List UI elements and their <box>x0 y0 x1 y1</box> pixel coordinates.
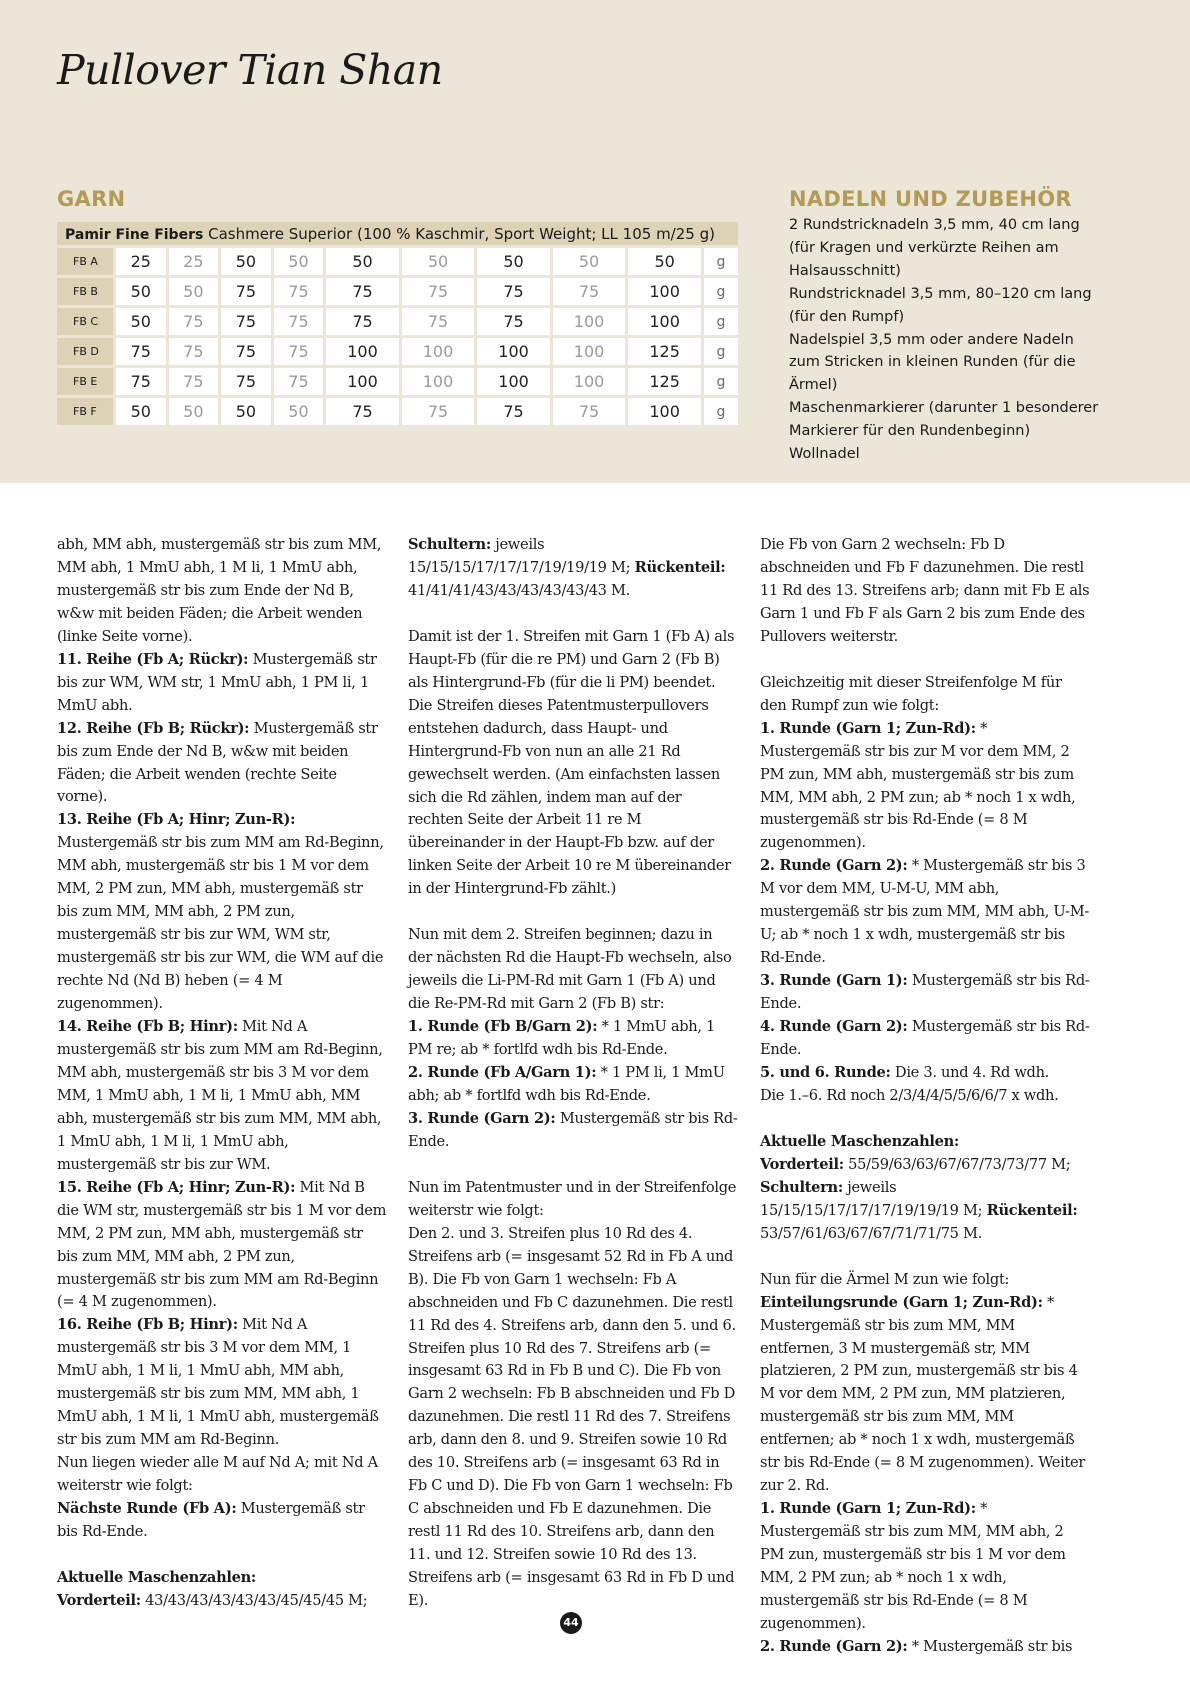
instruction-text: 41/41/41/43/43/43/43/43/43 M. <box>408 581 630 599</box>
instruction-text: Mustergemäß str bis Rd-Ende. <box>760 1018 1090 1059</box>
instruction-paragraph <box>760 1636 1090 1659</box>
yarn-row-label: FB F <box>57 398 116 425</box>
yarn-description <box>57 222 738 245</box>
yarn-amount-cell: 50 <box>116 278 169 305</box>
instruction-label: Rückenteil: <box>634 558 726 576</box>
yarn-row-label: FB C <box>57 308 116 335</box>
paragraph-gap <box>760 649 1090 672</box>
instruction-text: * Mustergemäß str bis <box>907 1637 1073 1655</box>
instruction-paragraph <box>57 534 387 649</box>
instruction-text: Nun mit dem 2. Streifen beginnen; dazu in der nächsten Rd die Haupt-Fb wechseln, also jeweils die Li-PM-Rd mit Garn 1 (Fb A) und die Re-PM-Rd mit Garn 2 (Fb B) str: <box>408 926 732 1013</box>
instruction-paragraph <box>408 924 738 1016</box>
instruction-text: * 1 MmU abh, 1 PM re; ab * fortlfd wdh bis Rd-Ende. <box>408 1018 716 1059</box>
yarn-amount-cell: 75 <box>169 338 222 365</box>
instruction-label: 3. Runde (Garn 2): <box>408 1109 556 1127</box>
yarn-row-label: FB D <box>57 338 116 365</box>
text-column-2 <box>408 534 738 1613</box>
yarn-amount-cell: 50 <box>628 248 704 275</box>
instruction-text: * Mustergemäß str bis zum MM, MM abh, 2 PM zun, mustergemäß str bis 1 M vor dem MM, 2 PM zun; ab * noch 1 x wdh, mustergemäß str bis Rd-Ende (= 8 M zugenommen). <box>760 1500 1066 1632</box>
instruction-text: Mustergemäß str bis zur WM, WM str, 1 MmU abh, 1 PM li, 1 MmU abh. <box>57 650 377 714</box>
yarn-amount-cell: 100 <box>402 338 478 365</box>
instruction-paragraph <box>760 1498 1090 1636</box>
yarn-amount-cell: 100 <box>326 338 402 365</box>
instruction-paragraph <box>408 1177 738 1223</box>
paragraph-gap <box>408 603 738 626</box>
instruction-paragraph <box>57 1177 387 1315</box>
instruction-text: Die Fb von Garn 2 wechseln: Fb D abschneiden und Fb F dazunehmen. Die restl 11 Rd des 13. Streifens arb; dann mit Fb E als Garn 1 und Fb F als Garn 2 bis zum Ende des Pullovers weiterstr. <box>760 536 1090 645</box>
nadeln-item: 2 Rundstricknadeln 3,5 mm, 40 cm lang (für Kragen und verkürzte Reihen am Halsausschnitt) <box>789 217 1080 279</box>
instruction-label: 3. Runde (Garn 1): <box>760 972 908 990</box>
instruction-paragraph <box>760 1131 1090 1154</box>
instruction-paragraph <box>760 534 1090 649</box>
instruction-text: jeweils 15/15/15/17/17/17/19/19/19 M; <box>760 1178 987 1219</box>
instruction-paragraph <box>57 1452 387 1498</box>
yarn-table-header <box>57 222 738 245</box>
instruction-text: Mustergemäß str bis Rd-Ende. <box>760 972 1090 1013</box>
instruction-label: 13. Reihe (Fb A; Hinr; Zun-R): <box>57 811 296 829</box>
yarn-amount-cell: 75 <box>402 278 478 305</box>
instruction-paragraph <box>408 1223 738 1613</box>
yarn-amount-cell: 75 <box>116 368 169 395</box>
yarn-row <box>57 248 738 275</box>
instruction-paragraph <box>760 1085 1090 1108</box>
instruction-paragraph <box>408 1062 738 1108</box>
instruction-paragraph <box>408 1108 738 1154</box>
instruction-text: Die 3. und 4. Rd wdh. <box>890 1063 1050 1081</box>
yarn-amount-cell: 75 <box>477 398 553 425</box>
nadeln-item: Maschenmarkierer (darunter 1 besonderer Markierer für den Rundenbeginn) <box>789 400 1099 440</box>
instruction-paragraph <box>760 1062 1090 1085</box>
yarn-amount-cell: 100 <box>628 398 704 425</box>
instruction-paragraph <box>760 1154 1090 1246</box>
instruction-text: Mit Nd B die WM str, mustergemäß str bis 1 M vor dem MM, 2 PM zun, MM abh, mustergemäß str bis zum MM, MM abh, 2 PM zun, mustergemäß str bis zum MM am Rd-Beginn (= 4 M zugenommen). <box>57 1178 387 1311</box>
yarn-amount-cell: 75 <box>221 308 274 335</box>
yarn-row <box>57 368 738 395</box>
yarn-amount-cell: 75 <box>402 398 478 425</box>
yarn-amount-cell: 100 <box>553 338 629 365</box>
yarn-amount-cell: 125 <box>628 338 704 365</box>
yarn-amount-cell: 25 <box>116 248 169 275</box>
yarn-row <box>57 338 738 365</box>
yarn-amount-cell: 50 <box>116 308 169 335</box>
yarn-unit-cell: g <box>704 278 738 305</box>
yarn-amount-cell: 50 <box>477 248 553 275</box>
instruction-label: 12. Reihe (Fb B; Rückr): <box>57 719 250 737</box>
instruction-text: Damit ist der 1. Streifen mit Garn 1 (Fb A) als Haupt-Fb (für die re PM) und Garn 2 (Fb B) als Hintergrund-Fb (für die li PM) beendet. Die Streifen dieses Patentmusterpullovers entstehen dadurch, dass Haupt- und Hintergrund-Fb von nun an alle 21 Rd gewechselt werden. (Am einfachsten lassen sich die Rd zählen, indem man auf der rechten Seite der Arbeit 11 re M übereinander in der Haupt-Fb bzw. auf der linken Seite der Arbeit 10 re M übereinander in der Hintergrund-Fb zählt.) <box>408 627 735 898</box>
yarn-amount-cell: 75 <box>553 278 629 305</box>
yarn-amount-cell: 25 <box>169 248 222 275</box>
yarn-amount-cell: 100 <box>628 278 704 305</box>
instruction-paragraph <box>57 1016 387 1177</box>
instruction-paragraph <box>57 1590 387 1613</box>
yarn-amount-cell: 100 <box>553 308 629 335</box>
instruction-label: Schultern: <box>408 536 491 553</box>
paragraph-gap <box>408 901 738 924</box>
paragraph-gap <box>760 1246 1090 1269</box>
yarn-amount-cell: 75 <box>274 368 327 395</box>
instruction-text: * Mustergemäß str bis zum MM, MM entfernen, 3 M mustergemäß str, MM platzieren, 2 PM zun, mustergemäß str bis 4 M vor dem MM, 2 PM zun, MM platzieren, mustergemäß str bis zum MM, MM entfernen; ab * noch 1 x wdh, mustergemäß str bis Rd-Ende (= 8 M zugenommen). Weiter zur 2. Rd. <box>760 1293 1086 1495</box>
instruction-text: Mit Nd A mustergemäß str bis zum MM am Rd-Beginn, MM abh, mustergemäß str bis 3 M vor dem MM, 1 MmU abh, 1 M li, 1 MmU abh, MM abh, mustergemäß str bis zum MM, MM abh, 1 MmU abh, 1 M li, 1 MmU abh, mustergemäß str bis zur WM. <box>57 1018 383 1173</box>
garn-heading: GARN <box>57 187 126 211</box>
instruction-text: abh, MM abh, mustergemäß str bis zum MM, MM abh, 1 MmU abh, 1 M li, 1 MmU abh, mustergemäß str bis zum Ende der Nd B, w&w mit beiden Fäden; die Arbeit wenden (linke Seite vorne). <box>57 536 382 645</box>
instruction-text: Nun im Patentmuster und in der Streifenfolge weiterstr wie folgt: <box>408 1178 737 1219</box>
yarn-row <box>57 308 738 335</box>
yarn-row <box>57 278 738 305</box>
instruction-paragraph <box>760 1292 1090 1499</box>
instruction-text: Mustergemäß str bis zum Ende der Nd B, w&w mit beiden Fäden; die Arbeit wenden (rechte Seite vorne). <box>57 719 378 806</box>
yarn-amount-cell: 75 <box>477 308 553 335</box>
yarn-amount-cell: 50 <box>169 398 222 425</box>
yarn-row-label: FB B <box>57 278 116 305</box>
instruction-text: Nun für die Ärmel M zun wie folgt: <box>760 1270 1010 1288</box>
yarn-amount-cell: 75 <box>326 278 402 305</box>
instruction-label: Einteilungsrunde (Garn 1; Zun-Rd): <box>760 1293 1043 1311</box>
instruction-paragraph <box>57 1567 387 1590</box>
yarn-unit-cell: g <box>704 308 738 335</box>
header-panel <box>0 0 1190 483</box>
yarn-amount-cell: 75 <box>116 338 169 365</box>
instruction-paragraph <box>760 970 1090 1016</box>
instruction-paragraph <box>57 809 387 1016</box>
yarn-amount-cell: 100 <box>628 308 704 335</box>
instruction-label: Aktuelle Maschenzahlen: <box>57 1568 257 1586</box>
instruction-paragraph <box>57 718 387 810</box>
instruction-label: Vorderteil: <box>760 1155 844 1173</box>
instruction-text: * Mustergemäß str bis zur M vor dem MM, 2 PM zun, MM abh, mustergemäß str bis zum MM, MM abh, 2 PM zun; ab * noch 1 x wdh, mustergemäß str bis Rd-Ende (= 8 M zugenommen). <box>760 719 1076 852</box>
paragraph-gap <box>57 1544 387 1567</box>
page-title: Pullover Tian Shan <box>57 46 443 94</box>
instruction-text: Mustergemäß str bis zum MM am Rd-Beginn, MM abh, mustergemäß str bis 1 M vor dem MM, 2 PM zun, MM abh, mustergemäß str bis zum MM, MM abh, 2 PM zun, mustergemäß str bis zur WM, WM str, mustergemäß str bis zur WM, die WM auf die rechte Nd (Nd B) heben (= 4 M zugenommen). <box>57 834 384 1013</box>
instruction-label: 1. Runde (Garn 1; Zun-Rd): <box>760 719 976 737</box>
yarn-amount-cell: 75 <box>221 368 274 395</box>
yarn-amount-cell: 75 <box>169 308 222 335</box>
instruction-text: 43/43/43/43/43/43/45/45/45 M; <box>140 1591 368 1609</box>
yarn-amount-cell: 75 <box>169 368 222 395</box>
yarn-amount-cell: 100 <box>477 368 553 395</box>
text-column-1 <box>57 534 387 1613</box>
instruction-label: Schultern: <box>760 1178 843 1196</box>
yarn-amount-cell: 75 <box>326 398 402 425</box>
instruction-text: 55/59/63/63/67/67/73/73/77 M; <box>843 1155 1071 1173</box>
nadeln-heading: NADELN UND ZUBEHÖR <box>789 187 1072 211</box>
instruction-paragraph <box>57 649 387 718</box>
text-column-3 <box>760 534 1090 1659</box>
instruction-label: 2. Runde (Garn 2): <box>760 857 908 875</box>
instruction-label: 16. Reihe (Fb B; Hinr): <box>57 1316 238 1334</box>
yarn-amount-cell: 50 <box>326 248 402 275</box>
instruction-label: 2. Runde (Garn 2): <box>760 1637 908 1655</box>
yarn-amount-cell: 75 <box>553 398 629 425</box>
instruction-paragraph <box>760 718 1090 856</box>
instruction-label: Aktuelle Maschenzahlen: <box>760 1132 960 1150</box>
yarn-unit-cell: g <box>704 398 738 425</box>
yarn-amount-cell: 75 <box>402 308 478 335</box>
instruction-paragraph <box>760 1269 1090 1292</box>
nadeln-item: Wollnadel <box>789 446 860 463</box>
yarn-unit-cell: g <box>704 368 738 395</box>
yarn-amount-cell: 125 <box>628 368 704 395</box>
yarn-unit-cell: g <box>704 248 738 275</box>
yarn-amount-cell: 75 <box>477 278 553 305</box>
instruction-label: 15. Reihe (Fb A; Hinr; Zun-R): <box>57 1178 296 1196</box>
instruction-text: Gleichzeitig mit dieser Streifenfolge M für den Rumpf zun wie folgt: <box>760 673 1062 714</box>
instruction-paragraph <box>408 1016 738 1062</box>
yarn-amount-cell: 75 <box>221 338 274 365</box>
instruction-text: Nun liegen wieder alle M auf Nd A; mit Nd A weiterstr wie folgt: <box>57 1454 378 1495</box>
paragraph-gap <box>760 1108 1090 1131</box>
instruction-text: Die 1.–6. Rd noch 2/3/4/4/5/5/6/6/7 x wdh. <box>760 1086 1059 1104</box>
yarn-amount-cell: 75 <box>274 308 327 335</box>
instruction-text: * 1 PM li, 1 MmU abh; ab * fortlfd wdh bis Rd-Ende. <box>408 1064 725 1104</box>
instruction-label: Vorderteil: <box>57 1591 141 1609</box>
instruction-paragraph <box>408 534 738 603</box>
instruction-paragraph <box>57 1498 387 1544</box>
instruction-label: 2. Runde (Fb A/Garn 1): <box>408 1064 597 1082</box>
instruction-label: 11. Reihe (Fb A; Rückr): <box>57 650 249 668</box>
instruction-label: 1. Runde (Fb B/Garn 2): <box>408 1018 598 1036</box>
yarn-brand: Pamir Fine Fibers <box>65 226 204 243</box>
instruction-label: 1. Runde (Garn 1; Zun-Rd): <box>760 1500 976 1518</box>
page-number: 44 <box>560 1612 582 1634</box>
yarn-amount-cell: 100 <box>326 368 402 395</box>
yarn-amount-cell: 75 <box>221 278 274 305</box>
yarn-amount-cell: 50 <box>116 398 169 425</box>
yarn-amount-cell: 100 <box>402 368 478 395</box>
yarn-amount-cell: 100 <box>477 338 553 365</box>
yarn-row <box>57 398 738 425</box>
yarn-amount-cell: 75 <box>274 278 327 305</box>
instruction-label: 4. Runde (Garn 2): <box>760 1018 908 1036</box>
instruction-text: Mustergemäß str bis Rd-Ende. <box>408 1109 738 1150</box>
yarn-amount-cell: 50 <box>274 398 327 425</box>
instruction-text: jeweils 15/15/15/17/17/17/19/19/19 M; <box>408 536 635 576</box>
yarn-row-label: FB E <box>57 368 116 395</box>
nadeln-item: Nadelspiel 3,5 mm oder andere Nadeln zum Stricken in kleinen Runden (für die Ärmel) <box>789 331 1076 394</box>
instruction-text: Den 2. und 3. Streifen plus 10 Rd des 4. Streifens arb (= insgesamt 52 Rd in Fb A und B). Die Fb von Garn 1 wechseln: Fb A abschneiden und Fb C dazunehmen. Die restl 11 Rd des 4. Streifens arb, dann den 5. und 6. Streifen plus 10 Rd des 7. Streifens arb (= insgesamt 63 Rd in Fb B und C). Die Fb von Garn 2 wechseln: Fb B abschneiden und Fb D dazunehmen. Die restl 11 Rd des 7. Streifens arb, dann den 8. und 9. Streifen sowie 10 Rd des 10. Streifens arb (= insgesamt 63 Rd in Fb C und D). Die Fb von Garn 1 wechseln: Fb C abschneiden und Fb E dazunehmen. Die restl 11 Rd des 10. Streifens arb, dann den 11. und 12. Streifen sowie 10 Rd des 13. Streifens arb (= insgesamt 63 Rd in Fb D und E). <box>408 1224 736 1609</box>
yarn-amount-cell: 50 <box>169 278 222 305</box>
nadeln-item: Rundstricknadel 3,5 mm, 80–120 cm lang (für den Rumpf) <box>789 285 1092 325</box>
instruction-label: 5. und 6. Runde: <box>760 1063 891 1081</box>
yarn-amount-cell: 50 <box>274 248 327 275</box>
yarn-amount-cell: 50 <box>553 248 629 275</box>
yarn-row-label: FB A <box>57 248 116 275</box>
yarn-amount-cell: 75 <box>326 308 402 335</box>
yarn-amount-cell: 50 <box>402 248 478 275</box>
instruction-text: Mustergemäß str bis Rd-Ende. <box>57 1500 365 1540</box>
instruction-paragraph <box>760 855 1090 970</box>
instruction-text: * Mustergemäß str bis 3 M vor dem MM, U-M-U, MM abh, mustergemäß str bis zum MM, MM abh, U-M-U; ab * noch 1 x wdh, mustergemäß str bis Rd-Ende. <box>760 857 1090 967</box>
instruction-text: Mit Nd A mustergemäß str bis 3 M vor dem MM, 1 MmU abh, 1 M li, 1 MmU abh, MM abh, mustergemäß str bis zum MM, MM abh, 1 MmU abh, 1 M li, 1 MmU abh, mustergemäß str bis zum MM am Rd-Beginn. <box>57 1316 379 1449</box>
instruction-paragraph <box>408 626 738 901</box>
yarn-details: Cashmere Superior (100 % Kaschmir, Sport Weight; LL 105 m/25 g) <box>208 224 715 243</box>
instruction-text: 53/57/61/63/67/67/71/71/75 M. <box>760 1224 982 1242</box>
instruction-label: 14. Reihe (Fb B; Hinr): <box>57 1018 238 1036</box>
yarn-amount-cell: 50 <box>221 248 274 275</box>
yarn-unit-cell: g <box>704 338 738 365</box>
yarn-amount-cell: 100 <box>553 368 629 395</box>
paragraph-gap <box>408 1154 738 1177</box>
instruction-paragraph <box>760 1016 1090 1062</box>
yarn-amount-cell: 50 <box>221 398 274 425</box>
instruction-paragraph <box>57 1314 387 1452</box>
yarn-table <box>57 219 738 428</box>
instruction-paragraph <box>760 672 1090 718</box>
instruction-label: Nächste Runde (Fb A): <box>57 1500 237 1518</box>
nadeln-list <box>789 214 1109 466</box>
yarn-amount-cell: 75 <box>274 338 327 365</box>
instruction-label: Rückenteil: <box>986 1201 1078 1219</box>
